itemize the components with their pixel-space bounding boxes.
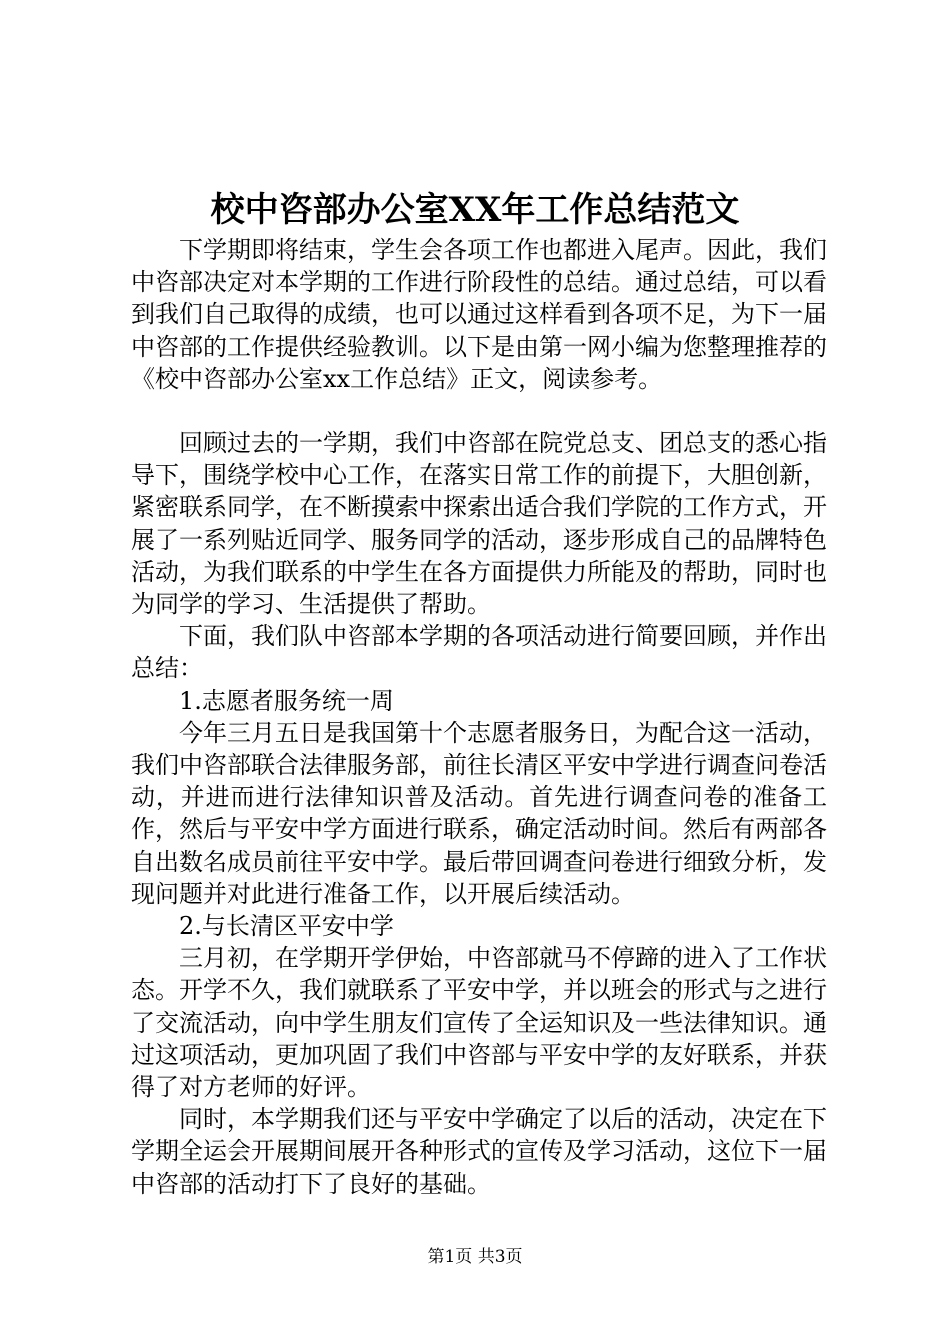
paragraph-intro: 下学期即将结束，学生会各项工作也都进入尾声。因此，我们中咨部决定对本学期的工作进行阶段性的总结。通过总结，可以看到我们自己取得的成绩，也可以通过这样看到各项不足，为下一届中咨部的工作提供经验教训。以下是由第一网小编为您整理推荐的《校中咨部办公室xx工作总结》正文，阅读参考。 [131,236,827,393]
paragraph-school-exchange: 三月初，在学期开学伊始，中咨部就马不停蹄的进入了工作状态。开学不久，我们就联系了平安中学，并以班会的形式与之进行了交流活动，向中学生朋友们宣传了全运知识及一些法律知识。通过这项活动，更加巩固了我们中咨部与平安中学的友好联系，并获得了对方老师的好评。 [131,944,827,1102]
paragraph-review: 回顾过去的一学期，我们中咨部在院党总支、团总支的悉心指导下，围绕学校中心工作，在落实日常工作的前提下，大胆创新，紧密联系同学，在不断摸索中探索出适合我们学院的工作方式，开展了一系列贴近同学、服务同学的活动，逐步形成自己的品牌特色活动，为我们联系的中学生在各方面提供力所能及的帮助，同时也为同学的学习、生活提供了帮助。 [131,429,827,619]
paragraph-spacer [131,395,827,427]
document-title: 校中咨部办公室XX年工作总结范文 [210,190,740,230]
page-indicator: 第1页 共3页 [427,1247,523,1267]
section-heading-2: 2.与长清区平安中学 [179,912,394,941]
paragraph-summary-lead: 下面，我们队中咨部本学期的各项活动进行简要回顾，并作出总结： [131,622,827,683]
paragraph-volunteer: 今年三月五日是我国第十个志愿者服务日，为配合这一活动，我们中咨部联合法律服务部，前往长清区平安中学进行调查问卷活动，并进而进行法律知识普及活动。首先进行调查问卷的准备工作，然后与平安中学方面进行联系，确定活动时间。然后有两部各自出数名成员前往平安中学。最后带回调查问卷进行细致分析，发现问题并对此进行准备工作，以开展后续活动。 [131,718,827,908]
section-heading-1: 1.志愿者服务统一周 [179,686,394,715]
paragraph-future-plans: 同时，本学期我们还与平安中学确定了以后的活动，决定在下学期全运会开展期间展开各种形式的宣传及学习活动，这位下一届中咨部的活动打下了良好的基础。 [131,1105,827,1198]
document-body [131,234,827,1200]
